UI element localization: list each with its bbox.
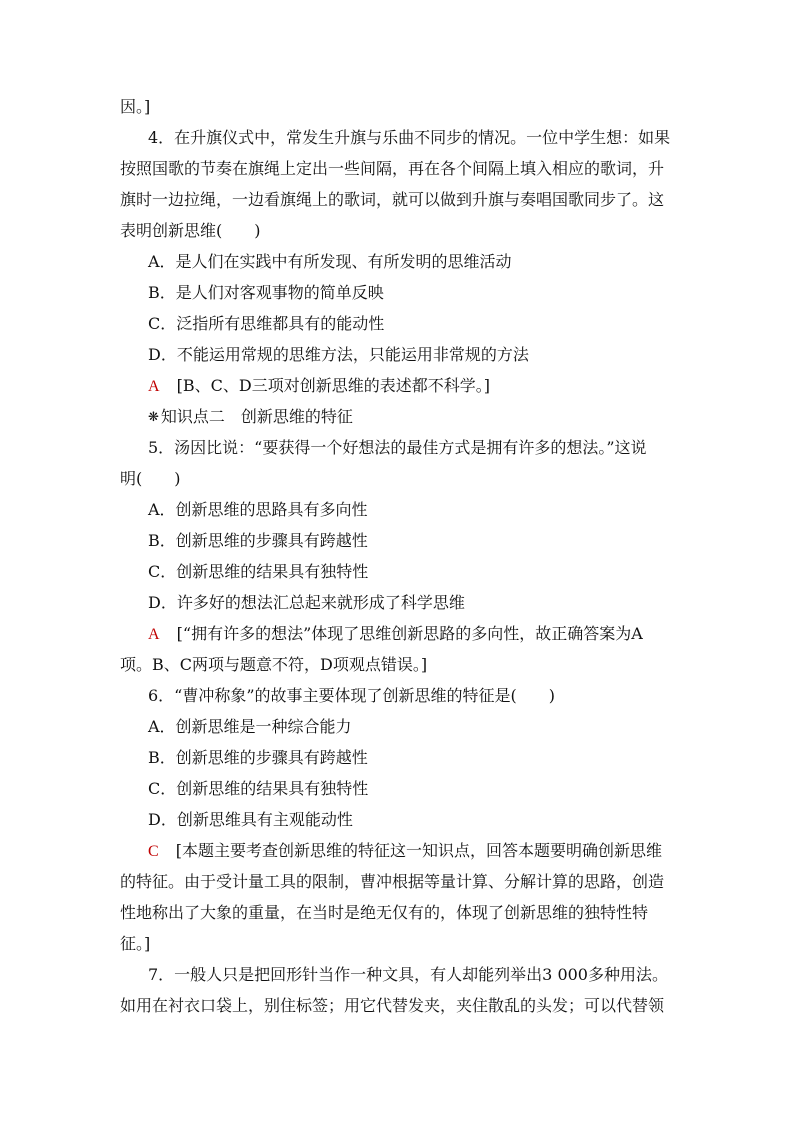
q5-option-c: C．创新思维的结果具有独特性 (148, 562, 369, 581)
q3-explanation-tail: 因。] (120, 97, 151, 116)
q4-option-a: A．是人们在实践中有所发现、有所发明的思维活动 (148, 252, 512, 271)
q6-explanation-line-3: 性地称出了大象的重量，在当时是绝无仅有的，体现了创新思维的独特性特 (120, 903, 649, 922)
q5-explanation-line-1: [“拥有许多的想法”体现了思维创新思路的多向性，故正确答案为A (176, 624, 643, 643)
q5-option-b: B．创新思维的步骤具有跨越性 (148, 531, 368, 550)
q4-stem-line-2: 按照国歌的节奏在旗绳上定出一些间隔，再在各个间隔上填入相应的歌词，升 (120, 159, 665, 178)
q4-answer-line (148, 376, 490, 397)
section-title: 知识点二 创新思维的特征 (160, 407, 353, 426)
q4-stem-line-3: 旗时一边拉绳，一边看旗绳上的歌词，就可以做到升旗与奏唱国歌同步了。这 (120, 190, 665, 209)
q5-answer-line (148, 624, 643, 645)
q6-option-a: A．创新思维是一种综合能力 (148, 717, 352, 736)
q4-option-b: B．是人们对客观事物的简单反映 (148, 283, 384, 302)
q5-option-a: A．创新思维的思路具有多向性 (148, 500, 368, 519)
q6-option-b: B．创新思维的步骤具有跨越性 (148, 748, 368, 767)
q4-explanation: [B、C、D三项对创新思维的表述都不科学。] (176, 376, 490, 395)
q6-option-c: C．创新思维的结果具有独特性 (148, 779, 369, 798)
q5-stem-line-2: 明( ) (120, 469, 181, 488)
q6-explanation-line-1: [本题主要考查创新思维的特征这一知识点，回答本题要明确创新思维 (175, 841, 663, 860)
q7-stem-line-2: 如用在衬衣口袋上，别住标签；用它代替发夹，夹住散乱的头发；可以代替领 (120, 996, 665, 1015)
q4-option-c: C．泛指所有思维都具有的能动性 (148, 314, 385, 333)
q4-answer: A (148, 378, 160, 395)
q5-answer: A (148, 626, 160, 643)
q6-answer-line (148, 841, 662, 862)
q5-explanation-line-2: 项。B、C两项与题意不符，D项观点错误。] (120, 655, 428, 674)
section-heading (148, 407, 353, 428)
knowledge-point-icon: ❋ (148, 410, 159, 425)
q4-option-d: D．不能运用常规的思维方法，只能运用非常规的方法 (148, 345, 529, 364)
q7-stem-line-1: 7．一般人只是把回形针当作一种文具，有人却能列举出3 000多种用法。 (148, 965, 668, 984)
q6-explanation-line-4: 征。] (120, 934, 151, 953)
q4-stem-line-1: 4．在升旗仪式中，常发生升旗与乐曲不同步的情况。一位中学生想：如果 (148, 128, 671, 147)
q4-stem-line-4: 表明创新思维( ) (120, 221, 261, 240)
q5-option-d: D．许多好的想法汇总起来就形成了科学思维 (148, 593, 465, 612)
q6-option-d: D．创新思维具有主观能动性 (148, 810, 353, 829)
q5-stem-line-1: 5．汤因比说：“要获得一个好想法的最佳方式是拥有许多的想法。”这说 (148, 438, 647, 457)
q6-explanation-line-2: 的特征。由于受计量工具的限制，曹冲根据等量计算、分解计算的思路，创造 (120, 872, 665, 891)
q6-answer: C (148, 843, 159, 860)
q6-stem-line-1: 6．“曹冲称象”的故事主要体现了创新思维的特征是( ) (148, 686, 556, 705)
